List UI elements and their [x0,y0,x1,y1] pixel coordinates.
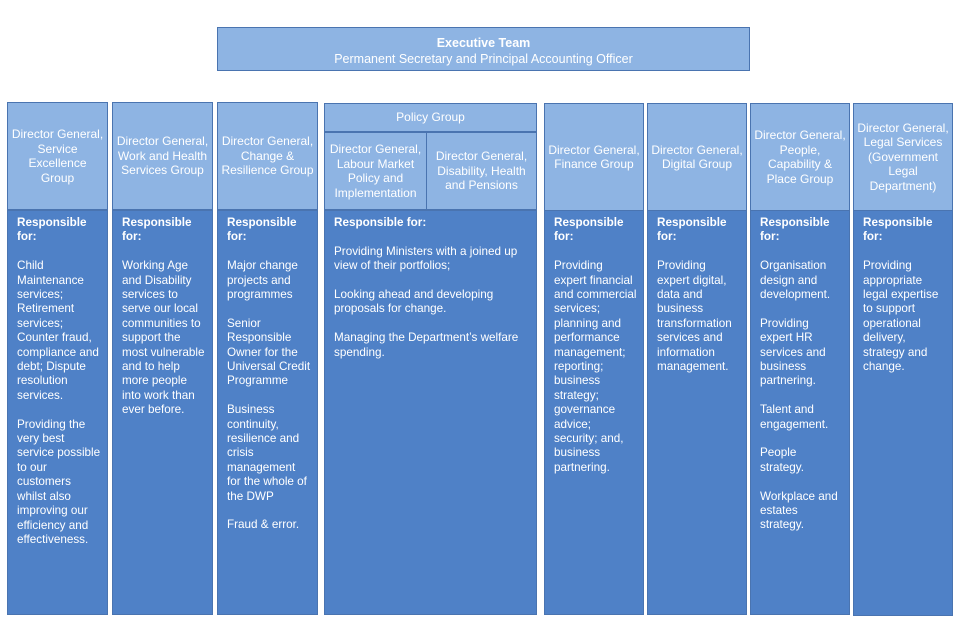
responsible-label: Responsible for: [760,216,830,244]
responsibility-item: Looking ahead and developing proposals for change. [334,288,494,316]
column-body-digital [647,210,747,615]
column-header-legal-services: Director General, Legal Services (Government Legal Department) [853,103,953,211]
responsible-label: Responsible for: [17,216,87,244]
responsibility-item: Providing expert digital, data and business transformation services and information management. [657,259,732,374]
responsibility-item: Providing Ministers with a joined up view of their portfolios; [334,244,518,273]
column-header-disability-health-pensions: Director General, Disability, Health and Pensions [426,132,537,210]
responsibility-item: Providing the very best service possible to our customers whilst also improving our efficiency and effectiveness. [17,417,101,546]
responsibility-item: People strategy. [760,446,804,474]
responsible-label: Responsible for: [334,216,427,229]
responsibility-item: Providing expert HR services and business partnering. [760,316,826,388]
responsible-label: Responsible for: [227,216,297,244]
column-body-people-capability-place [750,210,850,615]
responsibility-item: Major change projects and programmes [227,259,298,302]
executive-team-box [217,27,750,71]
executive-team-subtitle: Permanent Secretary and Principal Accounting Officer [334,52,633,66]
responsibility-item: Organisation design and development. [760,259,831,302]
responsibility-item: Workplace and estates strategy. [760,489,838,532]
responsibility-item: Business continuity, resilience and crisis management for the whole of the DWP [227,403,307,503]
executive-team-title: Executive Team [436,36,531,50]
column-header-work-and-health: Director General, Work and Health Services Group [112,102,213,210]
responsibility-item: Child Maintenance services; Retirement services; Counter fraud, compliance and debt; Dispute resolution services. [17,259,99,402]
column-body-work-and-health [112,210,213,615]
responsibility-item: Managing the Department’s welfare spending. [334,331,519,359]
responsible-label: Responsible for: [657,216,727,244]
responsibility-item: Senior Responsible Owner for the Universal Credit Programme [227,316,311,388]
responsibility-item: Working Age and Disability services to serve our local communities to support the most vulnerable and to help more people into work than ever before. [122,259,205,417]
column-header-digital: Director General, Digital Group [647,103,747,211]
policy-group-header: Policy Group [324,103,537,132]
column-body-policy-group [324,210,537,615]
column-header-labour-market-policy: Director General, Labour Market Policy and Implementation [324,132,427,210]
responsibility-item: Talent and engagement. [760,403,829,431]
column-header-change-and-resilience: Director General, Change & Resilience Group [217,102,318,210]
column-body-legal-services [853,210,953,616]
responsible-label: Responsible for: [122,216,192,244]
column-header-finance: Director General, Finance Group [544,103,644,211]
column-header-service-excellence: Director General, Service Excellence Group [7,102,108,210]
responsibility-item: Providing expert financial and commercial services; planning and performance management; reporting; business strategy; governance advice; security; and, business partnering. [554,259,637,474]
responsibility-item: Providing appropriate legal expertise to support operational delivery, strategy and change. [863,259,939,374]
column-body-change-and-resilience [217,210,318,615]
responsibility-item: Fraud & error. [227,518,300,532]
column-body-service-excellence [7,210,108,615]
column-header-people-capability-place: Director General, People, Capability & Place Group [750,103,850,211]
responsible-label: Responsible for: [863,216,933,244]
column-body-finance [544,210,644,615]
responsible-label: Responsible for: [554,216,624,244]
